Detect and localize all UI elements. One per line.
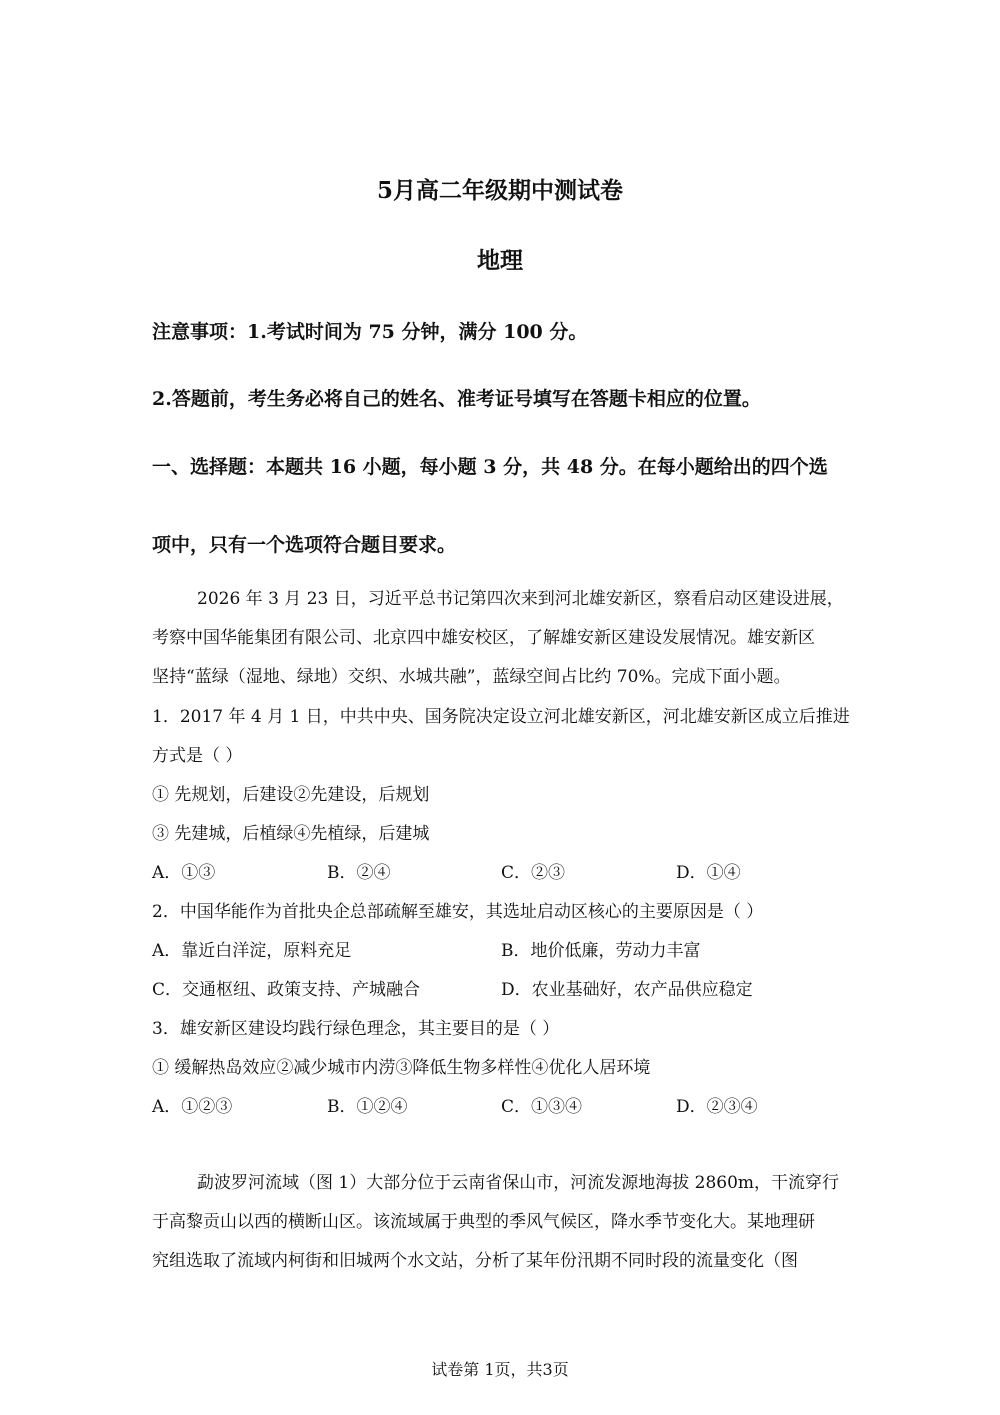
passage-2-line-3: 究组选取了流域内柯街和旧城两个水文站，分析了某年份汛期不同时段的流量变化（图 bbox=[152, 1251, 798, 1271]
passage-2-line-2: 于高黎贡山以西的横断山区。该流域属于典型的季风气候区，降水季节变化大。某地理研 bbox=[152, 1212, 815, 1232]
notes-line-1: 注意事项：1.考试时间为 75 分钟，满分 100 分。 bbox=[152, 321, 588, 343]
question-1-choice-a[interactable]: A．①③ bbox=[152, 863, 216, 883]
section-heading-line-2: 项中，只有一个选项符合题目要求。 bbox=[152, 534, 457, 556]
question-2-choice-b[interactable]: B．地价低廉，劳动力丰富 bbox=[501, 941, 701, 961]
question-3-stem: 3．雄安新区建设均践行绿色理念，其主要目的是（ ） bbox=[152, 1019, 560, 1039]
question-3-choice-d[interactable]: D．②③④ bbox=[676, 1097, 758, 1117]
question-2-choice-c[interactable]: C．交通枢纽、政策支持、产城融合 bbox=[152, 980, 421, 1000]
question-1-options-line-1: ① 先规划，后建设②先建设，后规划 bbox=[152, 785, 430, 805]
passage-1-line-3: 坚持“蓝绿（湿地、绿地）交织、水城共融”，蓝绿空间占比约 70%。完成下面小题。 bbox=[152, 667, 791, 687]
question-3-choice-c[interactable]: C．①③④ bbox=[501, 1097, 583, 1117]
exam-title: 5月高二年级期中测试卷 bbox=[376, 177, 623, 204]
question-3-choice-b[interactable]: B．①②④ bbox=[327, 1097, 408, 1117]
question-3-choice-a[interactable]: A．①②③ bbox=[152, 1097, 233, 1117]
question-2-choice-d[interactable]: D．农业基础好，农产品供应稳定 bbox=[501, 980, 753, 1000]
question-1-stem-line-2: 方式是（ ） bbox=[152, 746, 243, 766]
section-heading-line-1: 一、选择题：本题共 16 小题，每小题 3 分，共 48 分。在每小题给出的四个选 bbox=[152, 456, 828, 478]
passage-1-line-2: 考察中国华能集团有限公司、北京四中雄安校区，了解雄安新区建设发展情况。雄安新区 bbox=[152, 628, 815, 648]
passage-1-line-1: 2026 年 3 月 23 日，习近平总书记第四次来到河北雄安新区，察看启动区建设进展， bbox=[197, 589, 844, 609]
question-2-stem: 2．中国华能作为首批央企总部疏解至雄安，其选址启动区核心的主要原因是（ ） bbox=[152, 902, 764, 922]
question-3-options-line: ① 缓解热岛效应②减少城市内涝③降低生物多样性④优化人居环境 bbox=[152, 1058, 651, 1078]
question-1-stem-line-1: 1．2017 年 4 月 1 日，中共中央、国务院决定设立河北雄安新区，河北雄安新区成立后推进 bbox=[152, 707, 850, 727]
page-footer: 试卷第 1页，共3页 bbox=[431, 1360, 569, 1379]
question-1-choice-b[interactable]: B．②④ bbox=[327, 863, 391, 883]
question-1-options-line-2: ③ 先建城，后植绿④先植绿，后建城 bbox=[152, 824, 430, 844]
question-1-choice-c[interactable]: C．②③ bbox=[501, 863, 566, 883]
question-1-choice-d[interactable]: D．①④ bbox=[676, 863, 741, 883]
notes-line-2: 2.答题前，考生务必将自己的姓名、准考证号填写在答题卡相应的位置。 bbox=[152, 388, 761, 410]
exam-subject: 地理 bbox=[477, 247, 523, 274]
passage-2-line-1: 勐波罗河流域（图 1）大部分位于云南省保山市，河流发源地海拔 2860m，干流穿行 bbox=[197, 1173, 840, 1193]
question-2-choice-a[interactable]: A．靠近白洋淀，原料充足 bbox=[152, 941, 352, 961]
